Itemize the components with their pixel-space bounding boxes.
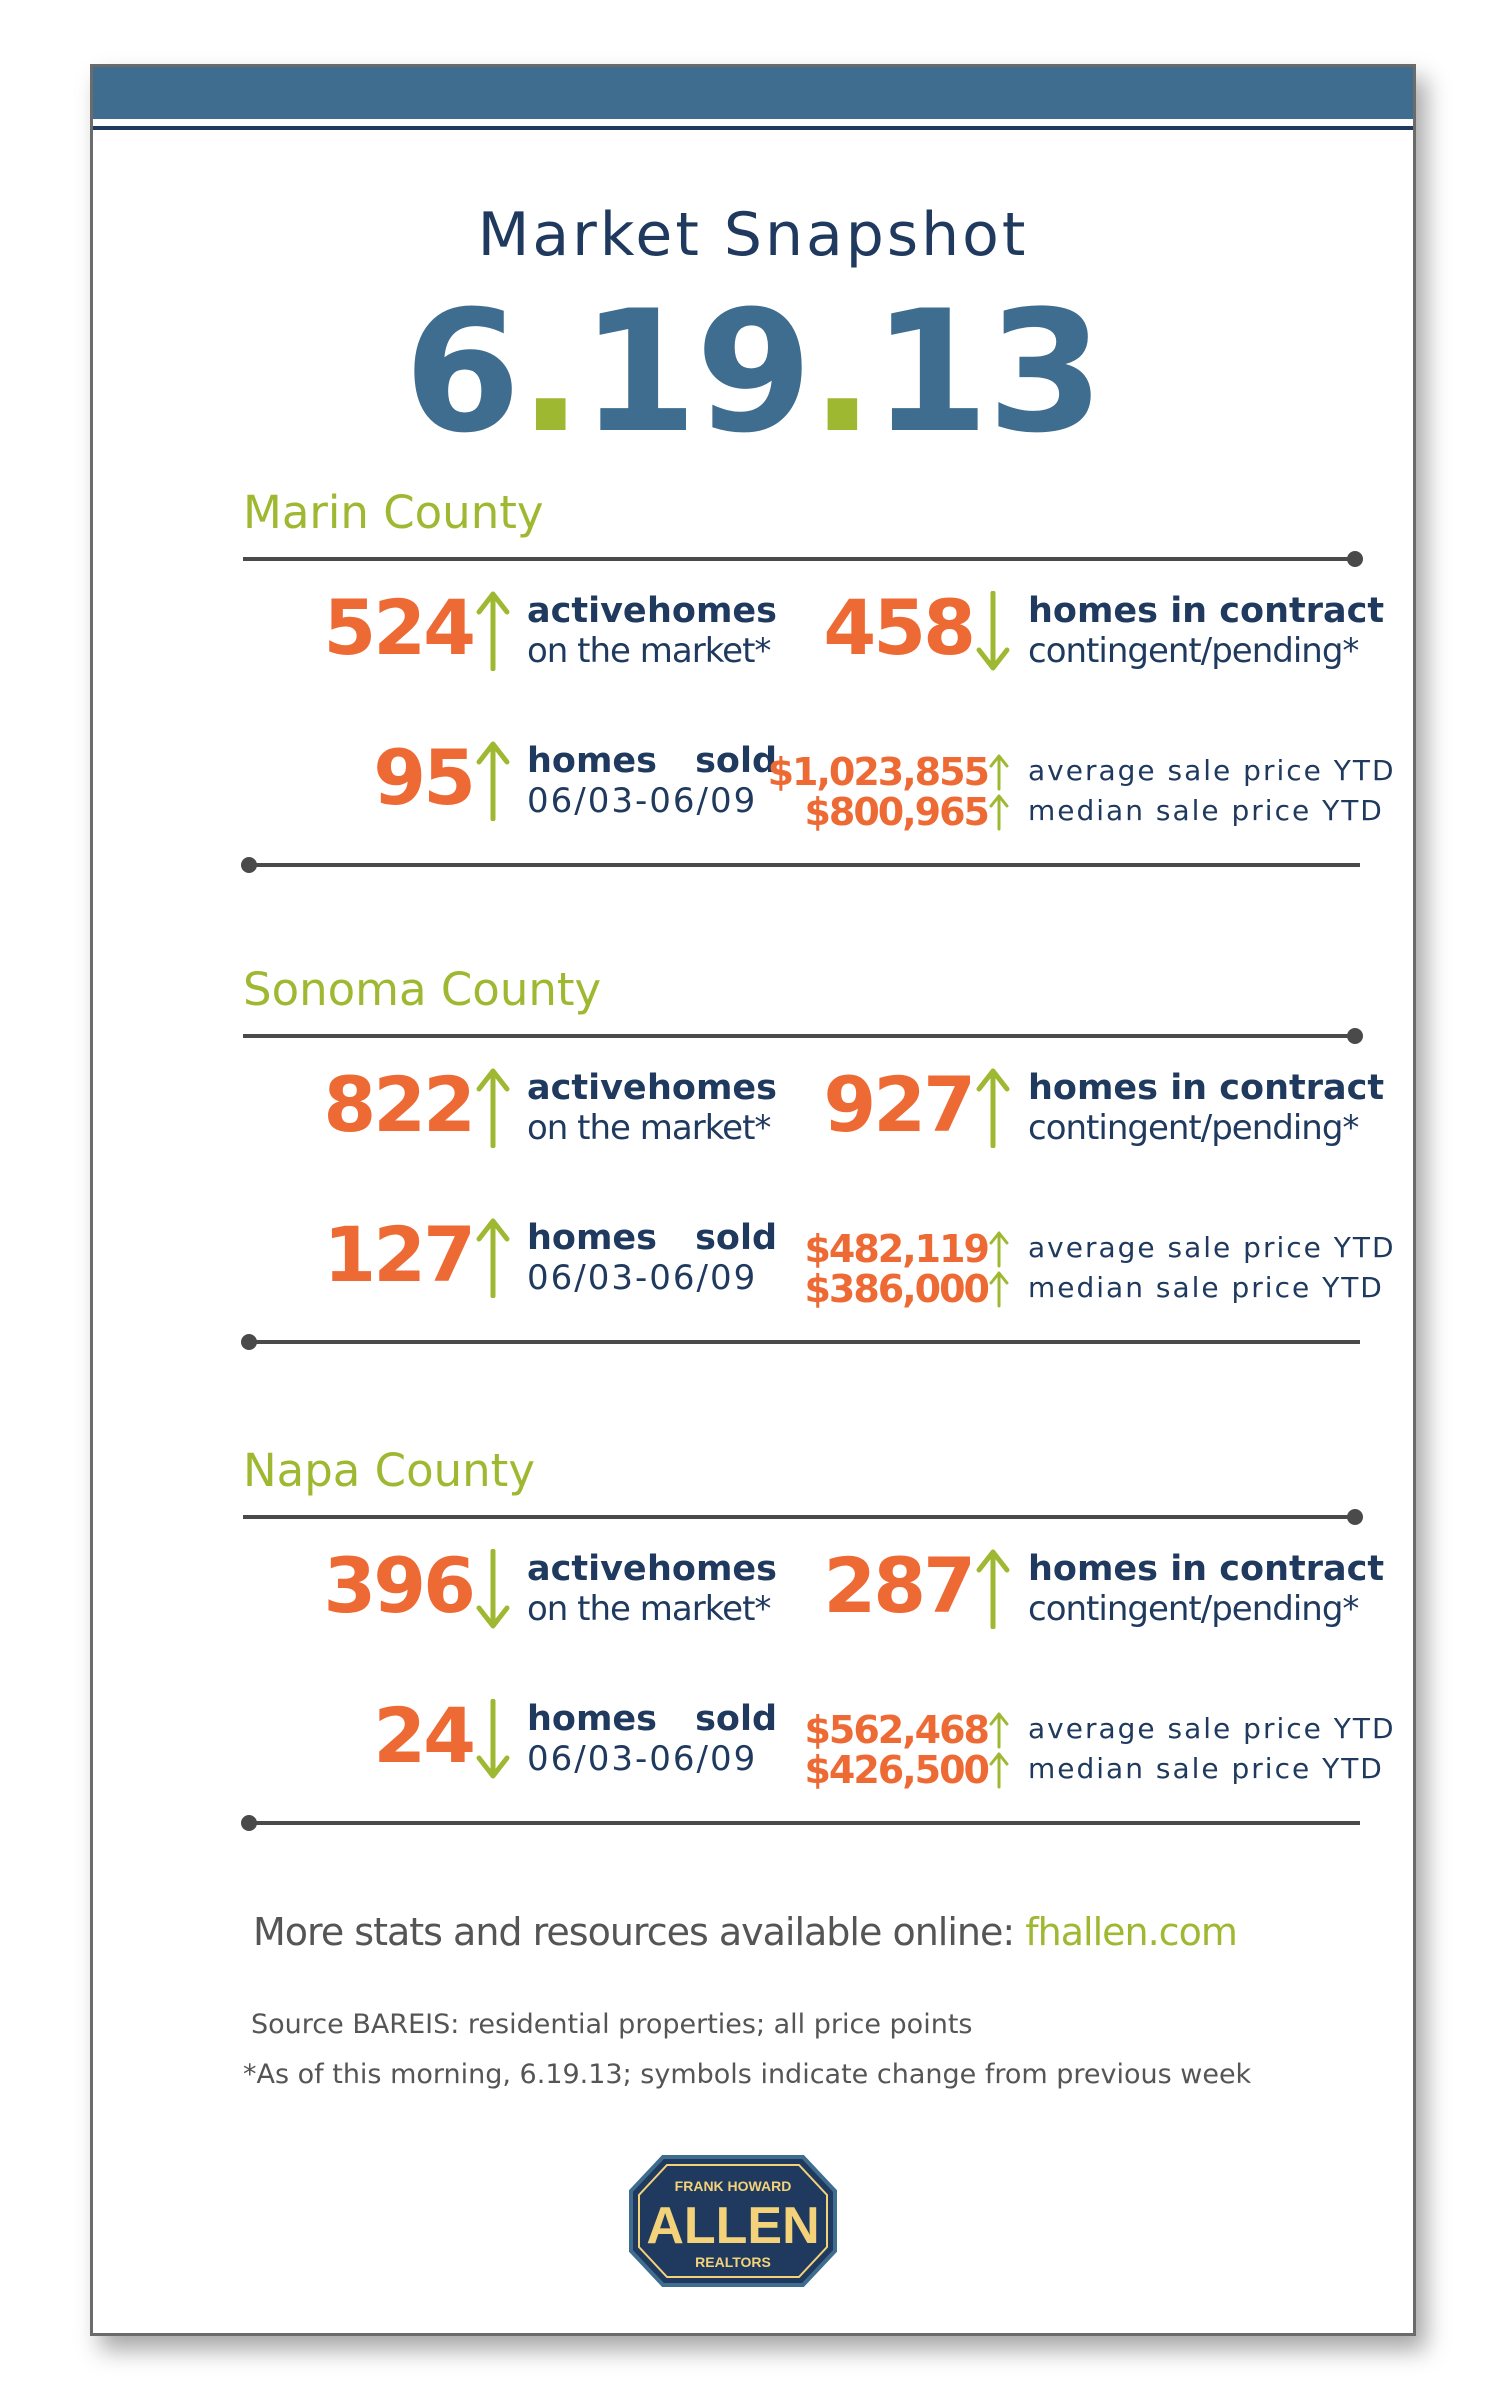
active-count: 524: [323, 583, 473, 672]
avg-price-change-icon: [989, 1711, 1009, 1749]
active-sublabel: on the market*: [527, 631, 771, 671]
rule-start-dot: [241, 857, 257, 873]
section-bottom-rule: [248, 863, 1360, 867]
header-bar: [93, 67, 1413, 119]
county-section-napa: [93, 1441, 1413, 1841]
source-note: Source BAREIS: residential properties; all price points: [251, 2009, 973, 2040]
section-top-rule: [243, 557, 1355, 561]
more-resources-text: More stats and resources available online: fhallen.com: [253, 1910, 1237, 1954]
rule-start-dot: [241, 1815, 257, 1831]
contract-label: homes in contract: [1028, 1068, 1385, 1108]
active-change-icon: [475, 1549, 511, 1629]
sold-daterange: 06/03-06/09: [527, 1258, 758, 1298]
sold-daterange: 06/03-06/09: [527, 1739, 758, 1779]
section-bottom-rule: [248, 1821, 1360, 1825]
active-change-icon: [475, 591, 511, 671]
active-label: active homes: [527, 1549, 777, 1589]
avg-price-change-icon: [989, 1230, 1009, 1268]
sold-count: 24: [373, 1691, 473, 1780]
median-price-change-icon: [989, 1270, 1009, 1308]
snapshot-date: 6.19.13: [403, 274, 1103, 470]
sold-label: homes sold: [527, 1218, 777, 1258]
county-name: Sonoma County: [243, 963, 602, 1016]
website-link[interactable]: fhallen.com: [1025, 1910, 1237, 1954]
avg-price-value: $482,119: [804, 1227, 988, 1271]
rule-start-dot: [241, 1334, 257, 1350]
section-bottom-rule: [248, 1340, 1360, 1344]
median-price-change-icon: [989, 793, 1009, 831]
contract-change-icon: [975, 1549, 1011, 1629]
contract-sublabel: contingent/pending*: [1028, 1589, 1359, 1629]
asof-note: *As of this morning, 6.19.13; symbols indicate change from previous week: [243, 2059, 1252, 2090]
contract-count: 458: [823, 583, 973, 672]
page-title: Market Snapshot: [477, 200, 1029, 270]
median-price-change-icon: [989, 1751, 1009, 1789]
contract-label: homes in contract: [1028, 591, 1385, 631]
contract-count: 287: [823, 1541, 973, 1630]
county-name: Marin County: [243, 486, 544, 539]
sold-daterange: 06/03-06/09: [527, 781, 758, 821]
avg-price-value: $1,023,855: [767, 750, 988, 794]
header-rule: [93, 126, 1413, 130]
contract-label: homes in contract: [1028, 1549, 1385, 1589]
frank-howard-allen-logo: [623, 2151, 843, 2291]
avg-price-label: average sale price YTD: [1028, 1712, 1396, 1745]
active-change-icon: [475, 1068, 511, 1148]
median-price-value: $386,000: [804, 1267, 988, 1311]
avg-price-change-icon: [989, 753, 1009, 791]
median-price-value: $800,965: [804, 790, 988, 834]
median-price-label: median sale price YTD: [1028, 1752, 1384, 1785]
rule-end-dot: [1347, 1028, 1363, 1044]
sold-change-icon: [475, 1699, 511, 1779]
rule-end-dot: [1347, 551, 1363, 567]
sold-change-icon: [475, 1218, 511, 1298]
county-name: Napa County: [243, 1444, 535, 1497]
section-top-rule: [243, 1034, 1355, 1038]
avg-price-label: average sale price YTD: [1028, 754, 1396, 787]
median-price-label: median sale price YTD: [1028, 794, 1384, 827]
logo-bottom-text: REALTORS: [695, 2254, 771, 2270]
logo-top-text: FRANK HOWARD: [674, 2178, 792, 2194]
active-count: 396: [323, 1541, 473, 1630]
county-section-marin: [93, 483, 1413, 883]
contract-change-icon: [975, 591, 1011, 671]
section-top-rule: [243, 1515, 1355, 1519]
sold-label: homes sold: [527, 1699, 777, 1739]
median-price-label: median sale price YTD: [1028, 1271, 1384, 1304]
active-sublabel: on the market*: [527, 1108, 771, 1148]
active-label: active homes: [527, 591, 777, 631]
logo-main-text: ALLEN: [646, 2197, 820, 2255]
median-price-value: $426,500: [804, 1748, 988, 1792]
sold-count: 95: [373, 733, 473, 822]
sold-label: homes sold: [527, 741, 777, 781]
contract-change-icon: [975, 1068, 1011, 1148]
sold-count: 127: [323, 1210, 473, 1299]
active-label: active homes: [527, 1068, 777, 1108]
rule-end-dot: [1347, 1509, 1363, 1525]
active-count: 822: [323, 1060, 473, 1149]
active-sublabel: on the market*: [527, 1589, 771, 1629]
contract-sublabel: contingent/pending*: [1028, 631, 1359, 671]
sold-change-icon: [475, 741, 511, 821]
county-section-sonoma: [93, 960, 1413, 1360]
market-snapshot-card: [90, 64, 1416, 2336]
contract-count: 927: [823, 1060, 973, 1149]
contract-sublabel: contingent/pending*: [1028, 1108, 1359, 1148]
avg-price-label: average sale price YTD: [1028, 1231, 1396, 1264]
avg-price-value: $562,468: [804, 1708, 988, 1752]
